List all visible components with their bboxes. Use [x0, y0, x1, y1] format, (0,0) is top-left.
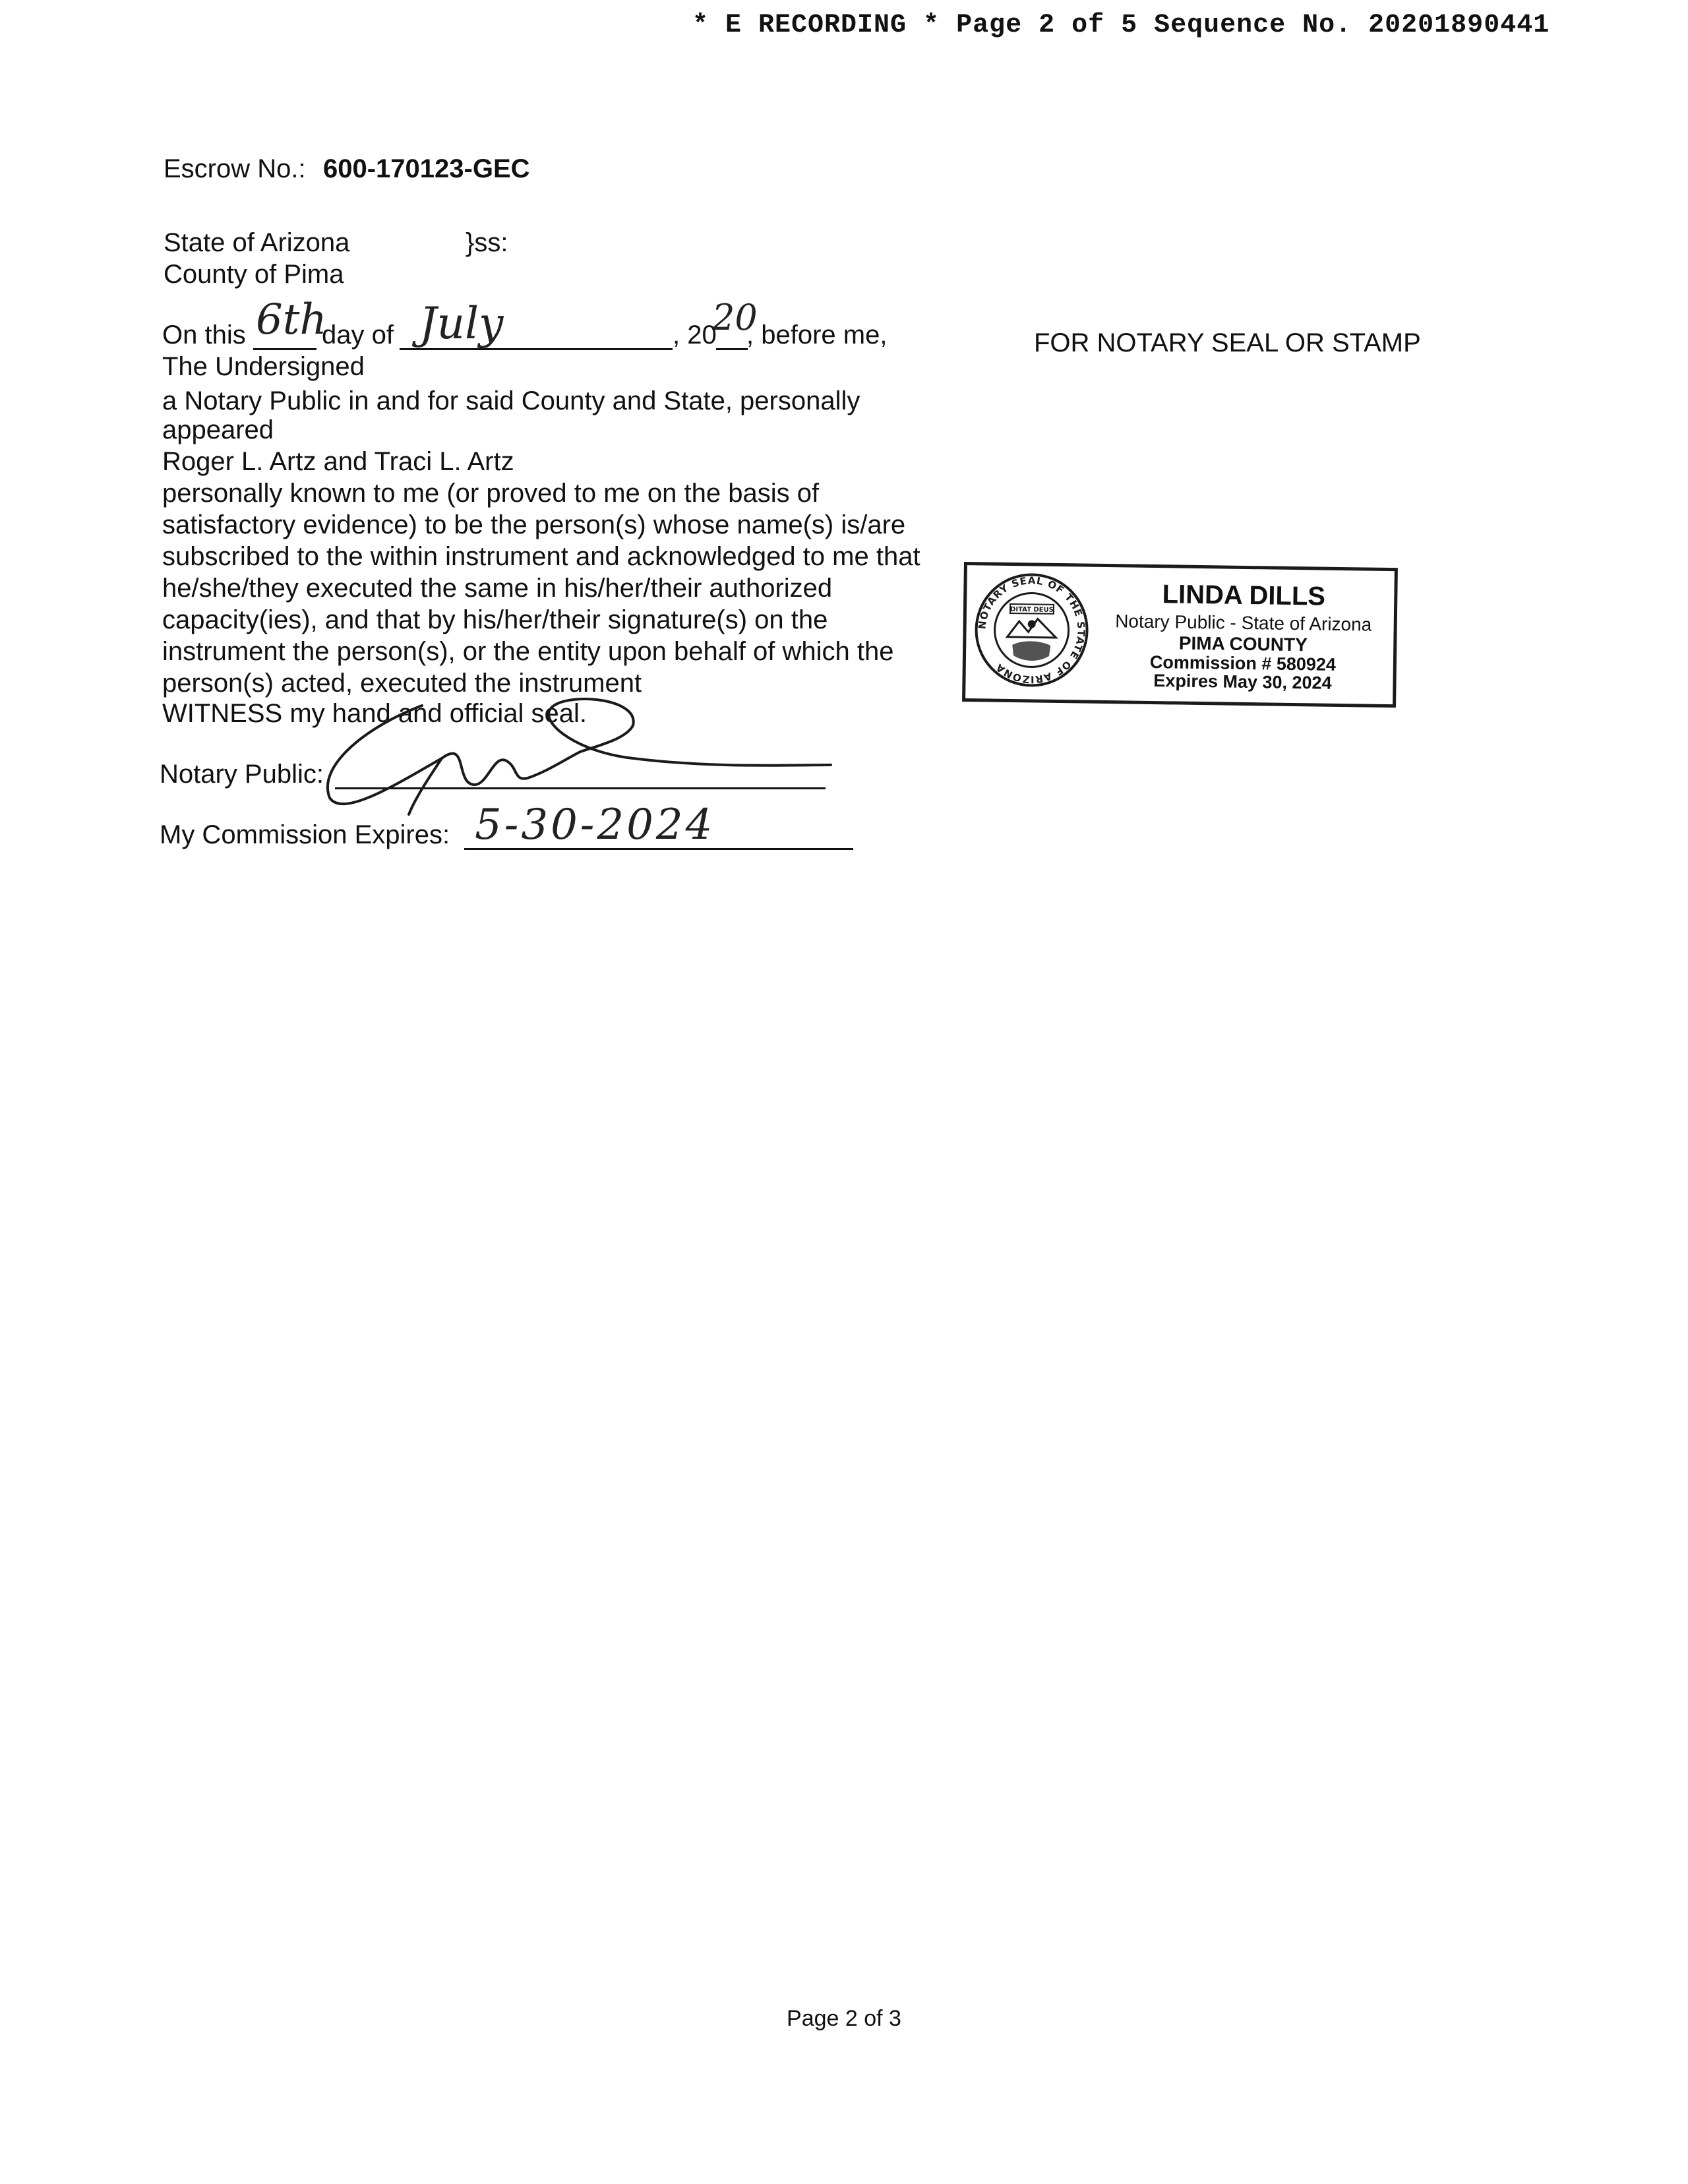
ack-body-line: capacity(ies), and that by his/her/their signature(s) on the — [162, 605, 828, 634]
notary-public-label: Notary Public: — [160, 760, 324, 789]
escrow-label: Escrow No.: — [164, 154, 306, 183]
ack-body-line: person(s) acted, executed the instrument — [162, 669, 642, 698]
ack-day-of: day of — [322, 320, 394, 349]
stamp-expires: Expires May 30, 2024 — [1153, 671, 1332, 693]
commission-expires-label: My Commission Expires: — [160, 820, 450, 849]
ack-line2: appeared — [162, 415, 274, 444]
ack-before-me: , before me, — [746, 320, 888, 349]
handwritten-expires: 5-30-2024 — [475, 801, 715, 849]
ack-line1: a Notary Public in and for said County and State, personally — [162, 386, 860, 415]
stamp-county: PIMA COUNTY — [1178, 632, 1308, 655]
ack-body-line: satisfactory evidence) to be the person(s) whose name(s) is/are — [162, 510, 906, 539]
ack-names: Roger L. Artz and Traci L. Artz — [162, 447, 514, 476]
recording-header: * E RECORDING * Page 2 of 5 Sequence No. 20201890441 — [692, 11, 1550, 40]
venue-state: State of Arizona — [164, 228, 350, 257]
seal-ring-text: NOTARY SEAL OF THE STATE OF ARIZONA — [976, 574, 1087, 686]
ack-year-prefix: , 20 — [673, 320, 717, 349]
footer-page-number: Page 2 of 3 — [787, 2006, 901, 2031]
handwritten-year: 20 — [712, 297, 758, 338]
ack-on-this: On this — [162, 320, 246, 349]
seal-area-label: FOR NOTARY SEAL OR STAMP — [1034, 328, 1421, 357]
ack-officer: The Undersigned — [162, 352, 365, 381]
ack-body-line: he/she/they executed the same in his/her/their authorized — [162, 574, 833, 603]
stamp-name: LINDA DILLS — [1162, 580, 1326, 611]
handwritten-month: July — [419, 298, 504, 349]
ack-body-line: personally known to me (or proved to me on the basis of — [162, 479, 820, 508]
state-seal-icon — [972, 570, 1091, 689]
notary-stamp — [962, 562, 1398, 708]
ack-body-line: subscribed to the within instrument and acknowledged to me that — [162, 542, 920, 571]
escrow-number: 600-170123-GEC — [323, 154, 530, 183]
stamp-title: Notary Public - State of Arizona — [1115, 611, 1372, 635]
venue-ss: }ss: — [466, 228, 508, 257]
seal-center-text: DITAT DEUS — [1010, 605, 1054, 614]
ack-witness-line: WITNESS my hand and official seal. — [162, 699, 587, 728]
venue-county: County of Pima — [164, 260, 344, 289]
stamp-commission: Commission # 580924 — [1149, 652, 1337, 675]
ack-body-line: instrument the person(s), or the entity upon behalf of which the — [162, 637, 894, 666]
handwritten-day: 6th — [256, 295, 327, 344]
notary-signature — [290, 686, 857, 818]
